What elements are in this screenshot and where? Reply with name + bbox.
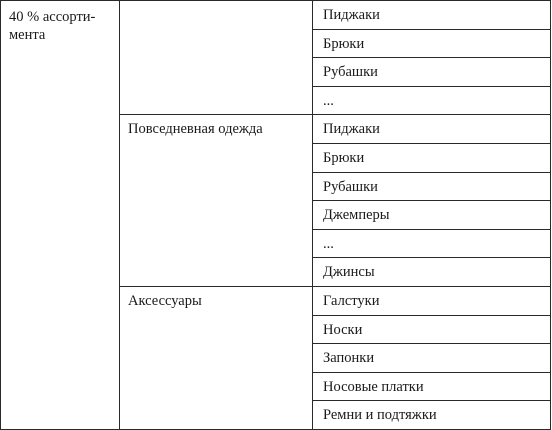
item-label: Рубашки — [323, 178, 378, 195]
category-label: Аксессуары — [128, 292, 202, 309]
table-row — [1, 1, 551, 30]
item-cell — [313, 1, 551, 30]
assortment-share-cell — [1, 1, 120, 430]
item-cell — [313, 143, 551, 172]
item-label: ... — [323, 235, 334, 252]
item-label: Рубашки — [323, 64, 378, 81]
item-label: Носки — [323, 321, 363, 338]
item-cell — [313, 201, 551, 230]
item-cell — [313, 115, 551, 144]
item-cell — [313, 229, 551, 258]
item-cell — [313, 372, 551, 401]
category-cell — [120, 1, 313, 115]
item-cell — [313, 286, 551, 315]
item-cell — [313, 86, 551, 115]
item-label: Пиджаки — [323, 121, 380, 138]
item-cell — [313, 401, 551, 430]
item-label: Запонки — [323, 350, 375, 367]
assortment-share-line-1: 40 % ассорти- — [9, 9, 96, 25]
category-cell — [120, 115, 313, 287]
category-label: Повседневная одежда — [128, 121, 263, 138]
assortment-share-line-2: мента — [9, 27, 46, 43]
item-cell — [313, 344, 551, 373]
item-label: ... — [323, 92, 334, 109]
item-label: Носовые платки — [323, 378, 424, 395]
item-cell — [313, 315, 551, 344]
item-label: Джинсы — [323, 264, 375, 281]
item-label: Брюки — [323, 35, 365, 52]
item-label: Пиджаки — [323, 7, 380, 23]
item-label: Джемперы — [323, 207, 390, 224]
item-cell — [313, 172, 551, 201]
category-cell — [120, 286, 313, 429]
item-label: Ремни и подтяжки — [323, 407, 437, 424]
item-cell — [313, 258, 551, 287]
item-cell — [313, 29, 551, 58]
item-label: Брюки — [323, 149, 365, 166]
item-cell — [313, 58, 551, 87]
item-label: Галстуки — [323, 292, 380, 309]
